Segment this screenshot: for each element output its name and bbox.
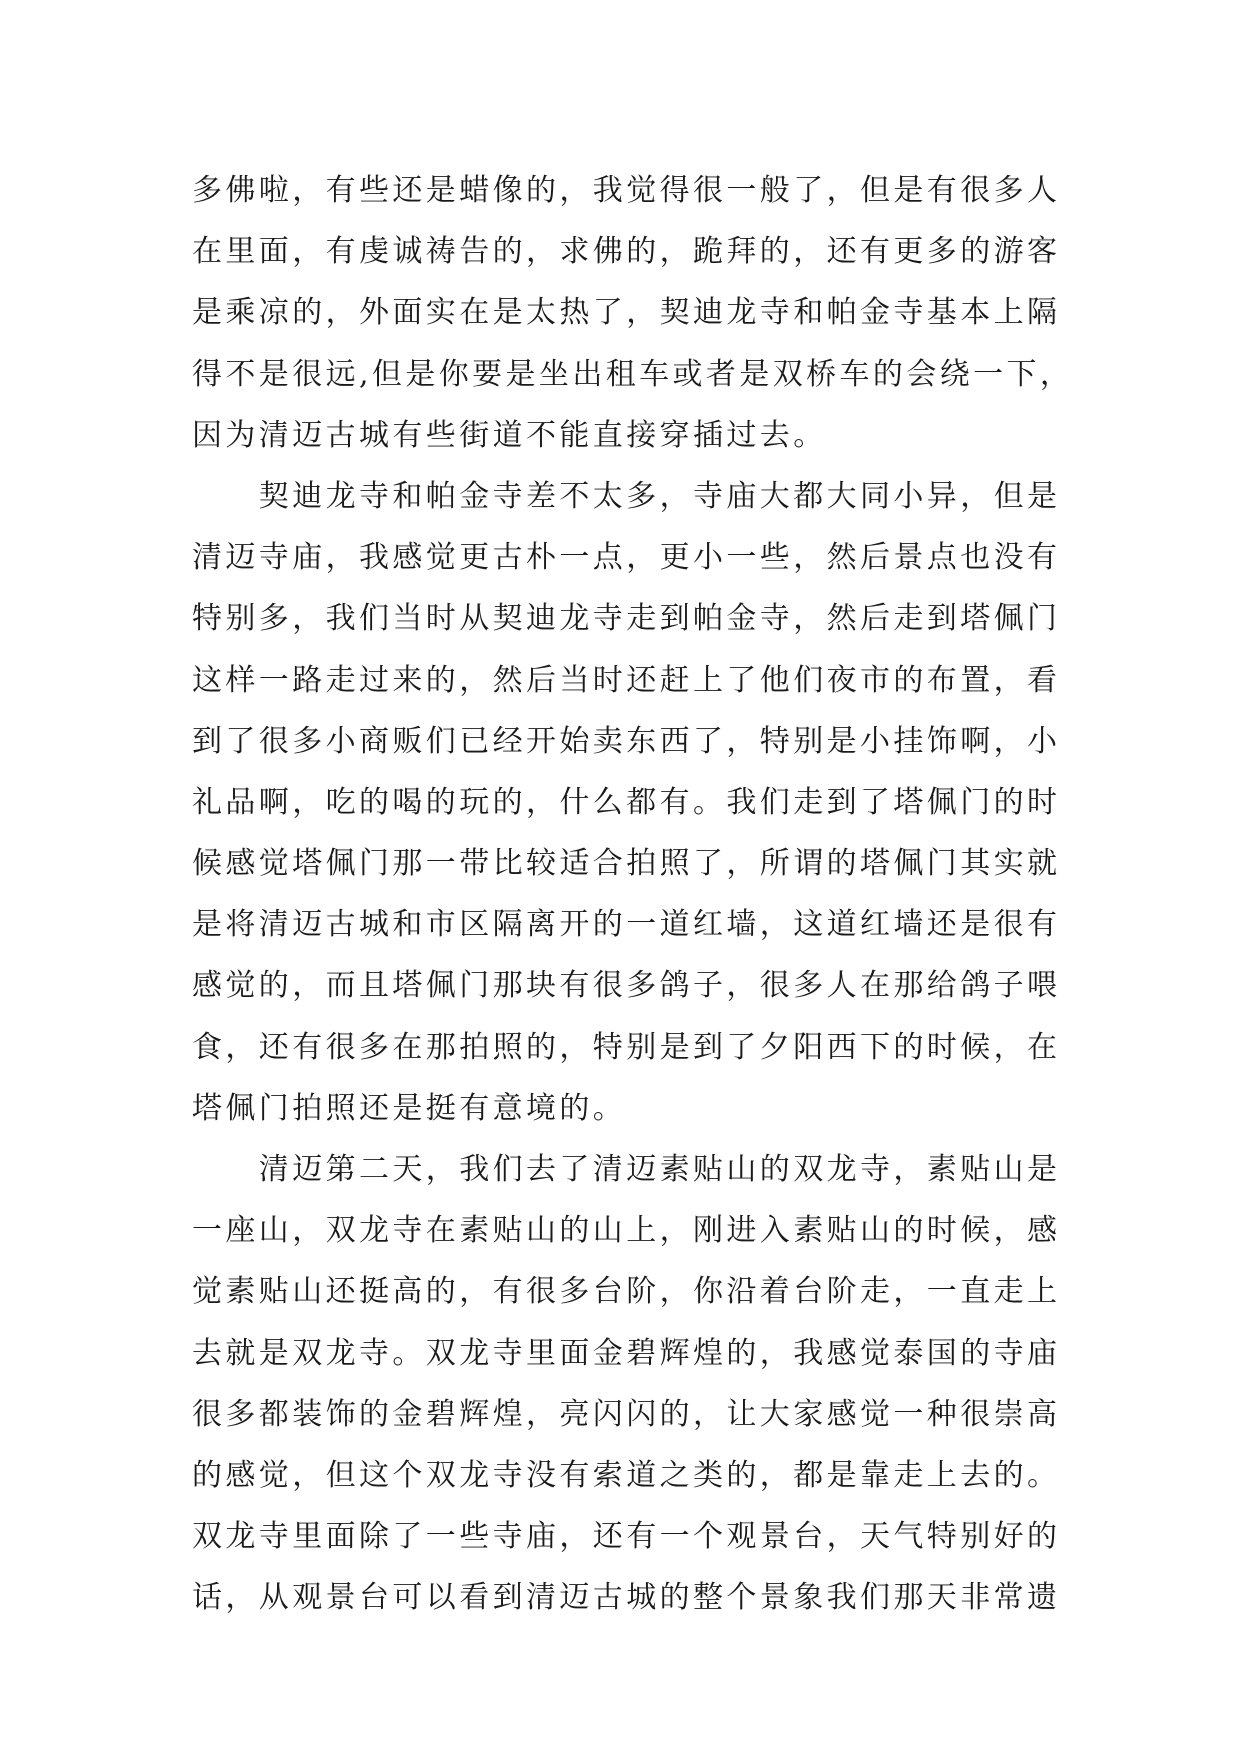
text-line: 感觉的，而且塔佩门那块有很多鸽子，很多人在那给鸽子喂 (192, 968, 1061, 1004)
text-line: 特别多，我们当时从契迪龙寺走到帕金寺，然后走到塔佩门 (192, 601, 1061, 637)
text-line: 塔佩门拍照还是挺有意境的。 (192, 1090, 627, 1126)
text-line: 这样一路走过来的，然后当时还赶上了他们夜市的布置，看 (192, 662, 1061, 698)
text-line: 到了很多小商贩们已经开始卖东西了，特别是小挂饰啊，小 (192, 723, 1061, 759)
text-line: 在里面，有虔诚祷告的，求佛的，跪拜的，还有更多的游客 (192, 234, 1061, 270)
text-line: 双龙寺里面除了一些寺庙，还有一个观景台，天气特别好的 (192, 1519, 1061, 1555)
text-line: 清迈寺庙，我感觉更古朴一点，更小一些，然后景点也没有 (192, 540, 1061, 576)
text-line: 是将清迈古城和市区隔离开的一道红墙，这道红墙还是很有 (192, 907, 1061, 943)
text-line: 话，从观景台可以看到清迈古城的整个景象我们那天非常遗 (192, 1580, 1061, 1616)
text-line: 得不是很远,但是你要是坐出租车或者是双桥车的会绕一下， (192, 356, 1074, 392)
text-line: 一座山，双龙寺在素贴山的山上，刚进入素贴山的时候，感 (192, 1213, 1061, 1249)
text-line: 因为清迈古城有些街道不能直接穿插过去。 (192, 417, 827, 453)
body-text (192, 160, 1072, 1629)
text-line: 觉素贴山还挺高的，有很多台阶，你沿着台阶走，一直走上 (192, 1274, 1061, 1310)
text-line: 去就是双龙寺。双龙寺里面金碧辉煌的，我感觉泰国的寺庙 (192, 1335, 1061, 1371)
text-line: 食，还有很多在那拍照的，特别是到了夕阳西下的时候，在 (192, 1029, 1061, 1065)
text-line: 的感觉，但这个双龙寺没有索道之类的，都是靠走上去的。 (192, 1457, 1061, 1493)
text-line: 多佛啦，有些还是蜡像的，我觉得很一般了，但是有很多人 (192, 173, 1061, 208)
text-line: 清迈第二天，我们去了清迈素贴山的双龙寺，素贴山是 (192, 1152, 1061, 1187)
text-line: 候感觉塔佩门那一带比较适合拍照了，所谓的塔佩门其实就 (192, 846, 1061, 882)
text-line: 是乘凉的，外面实在是太热了，契迪龙寺和帕金寺基本上隔 (192, 295, 1061, 331)
text-line: 契迪龙寺和帕金寺差不太多，寺庙大都大同小异，但是 (192, 478, 1061, 514)
text-line: 礼品啊，吃的喝的玩的，什么都有。我们走到了塔佩门的时 (192, 784, 1061, 820)
text-line: 很多都装饰的金碧辉煌，亮闪闪的，让大家感觉一种很崇高 (192, 1396, 1061, 1432)
